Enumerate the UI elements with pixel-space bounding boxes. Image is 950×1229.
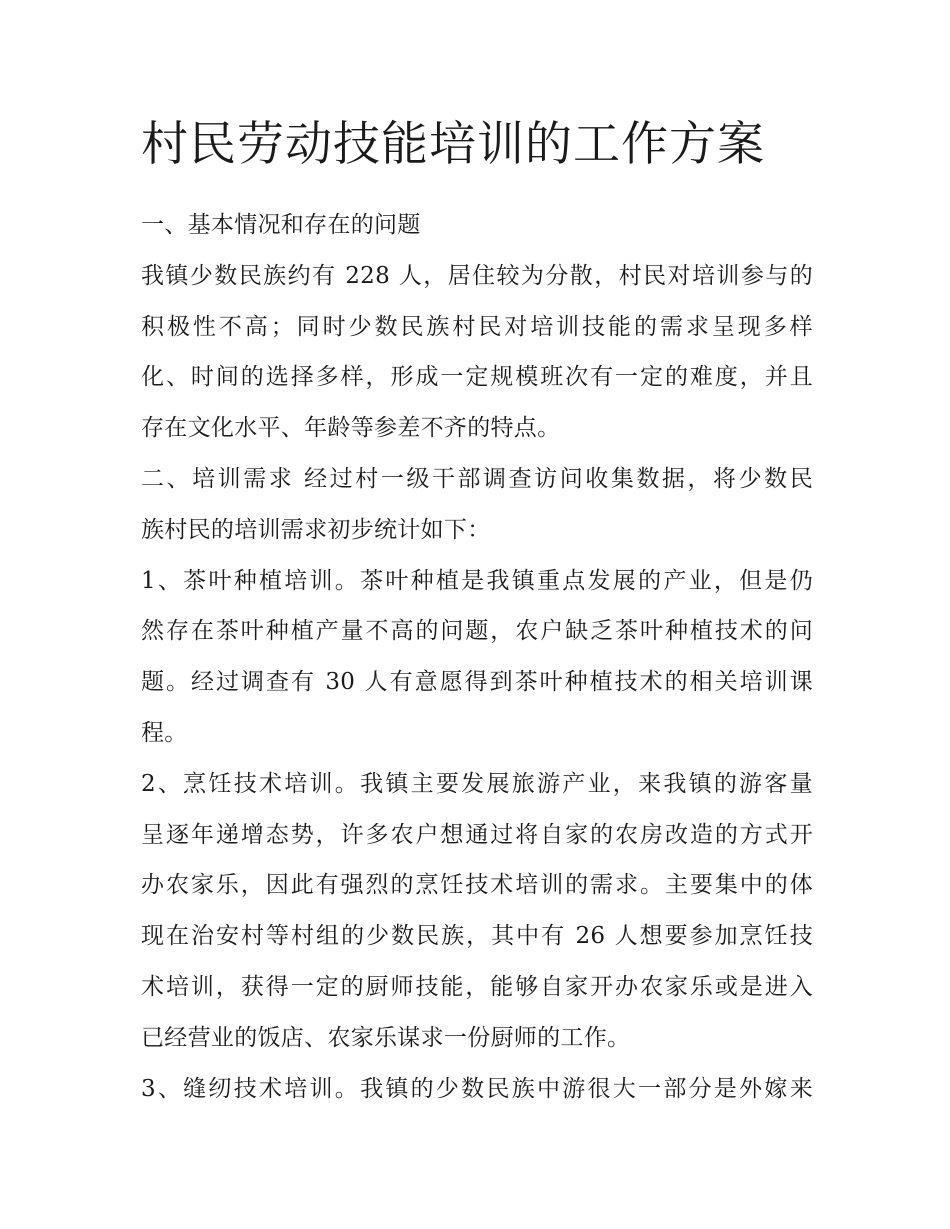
document-body <box>141 200 813 1114</box>
document-title: 村民劳动技能培训的工作方案 <box>141 117 765 172</box>
list-item-1-line: 然存在茶叶种植产量不高的问题，农户缺乏茶叶种植技术的问 <box>141 618 813 645</box>
paragraph-line: 我镇少数民族约有 228 人，居住较为分散，村民对培训参与的 <box>141 262 813 289</box>
list-item-3-line: 3、缝纫技术培训。我镇的少数民族中游很大一部分是外嫁来 <box>141 1075 813 1102</box>
list-item-2-line: 办农家乐，因此有强烈的烹饪技术培训的需求。主要集中的体 <box>141 872 813 899</box>
section-heading-1: 一、基本情况和存在的问题 <box>141 212 421 238</box>
paragraph-line: 存在文化水平、年龄等参差不齐的特点。 <box>141 415 561 442</box>
list-item-1-line: 题。经过调查有 30 人有意愿得到茶叶种植技术的相关培训课 <box>141 669 813 696</box>
list-item-1-line: 1、茶叶种植培训。茶叶种植是我镇重点发展的产业，但是仍 <box>141 567 813 594</box>
paragraph-line: 积极性不高；同时少数民族村民对培训技能的需求呈现多样 <box>141 313 813 340</box>
list-item-2-line: 术培训，获得一定的厨师技能，能够自家开办农家乐或是进入 <box>141 973 813 1000</box>
paragraph-line: 族村民的培训需求初步统计如下： <box>141 516 491 543</box>
list-item-2-line: 2、烹饪技术培训。我镇主要发展旅游产业，来我镇的游客量 <box>141 770 813 797</box>
list-item-2-line: 现在治安村等村组的少数民族，其中有 26 人想要参加烹饪技 <box>141 923 813 950</box>
list-item-2-line: 已经营业的饭店、农家乐谋求一份厨师的工作。 <box>141 1024 631 1051</box>
paragraph-line: 化、时间的选择多样，形成一定规模班次有一定的难度，并且 <box>141 364 813 391</box>
list-item-2-line: 呈逐年递增态势，许多农户想通过将自家的农房改造的方式开 <box>141 821 813 848</box>
list-item-1-line: 程。 <box>141 719 188 746</box>
section-heading-2: 二、培训需求 经过村一级干部调查访问收集数据，将少数民 <box>141 465 813 492</box>
